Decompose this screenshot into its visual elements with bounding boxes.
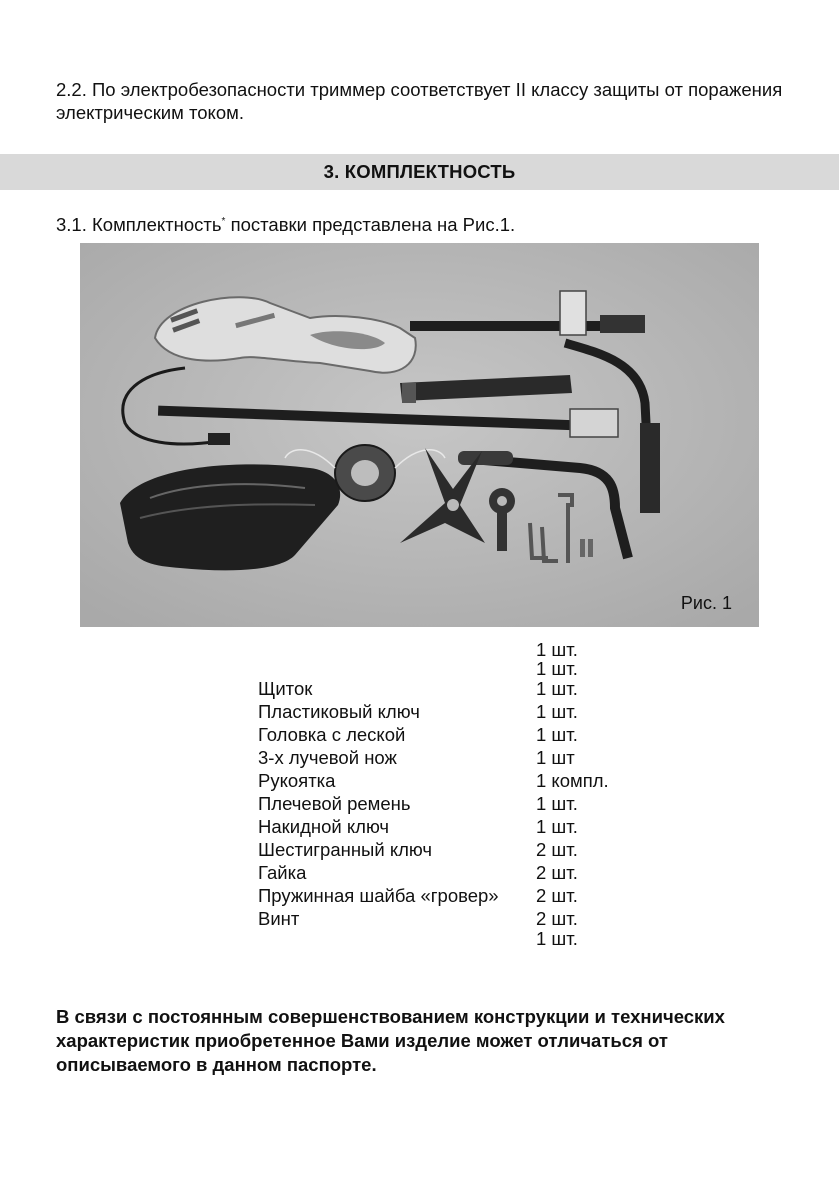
component-qty: 1 шт.	[536, 724, 578, 745]
list-item	[258, 884, 678, 907]
paragraph-3-1	[56, 210, 515, 236]
component-name: Шестигранный ключ	[258, 839, 433, 860]
notice-text: В связи с постоянным совершенствованием конструкции и технических характеристик приобретенное Вами изделие может отличаться от описываемого в данном паспорте.	[56, 1006, 725, 1075]
list-item	[258, 815, 678, 838]
component-qty: 1 шт.	[536, 928, 578, 949]
component-qty: 1 шт	[536, 747, 575, 768]
component-qty: 1 шт.	[536, 701, 578, 722]
component-name: Пружинная шайба «гровер»	[258, 885, 499, 906]
gear-head	[570, 409, 618, 437]
section-title: 3. КОМПЛЕКТНОСТЬ	[323, 161, 516, 182]
footnote-asterisk: *	[221, 216, 226, 227]
kit-photo	[80, 243, 759, 627]
list-item	[258, 927, 678, 950]
component-qty: 2 шт.	[536, 862, 578, 883]
plug	[208, 433, 230, 445]
component-name: Винт	[258, 908, 300, 929]
component-qty: 2 шт.	[536, 885, 578, 906]
shaft-clamp	[560, 291, 586, 335]
list-item	[258, 723, 678, 746]
section-header-bar	[0, 154, 839, 190]
list-item	[258, 769, 678, 792]
component-qty: 1 шт.	[536, 793, 578, 814]
component-qty: 1 шт.	[536, 639, 578, 660]
component-name: Пластиковый ключ	[258, 701, 420, 722]
component-name: Накидной ключ	[258, 816, 390, 837]
component-name: 3-х лучевой нож	[258, 747, 397, 768]
components-list	[258, 638, 678, 958]
list-item	[258, 792, 678, 815]
list-item	[258, 700, 678, 723]
component-name: Щиток	[258, 678, 313, 699]
paragraph-3-1-text-end: поставки представлена на Рис.1.	[225, 214, 516, 235]
component-name: Плечевой ремень	[258, 793, 411, 814]
component-name: Рукоятка	[258, 770, 336, 791]
component-name: Головка с леской	[258, 724, 406, 745]
figure-caption: Рис. 1	[680, 593, 732, 613]
component-qty: 1 шт.	[536, 816, 578, 837]
component-qty: 2 шт.	[536, 908, 578, 929]
component-qty: 1 компл.	[536, 770, 609, 791]
list-item	[258, 861, 678, 884]
screws	[580, 539, 585, 557]
paragraph-2-2: 2.2. По электробезопасности триммер соответствует II классу защиты от поражения электрическим током.	[56, 79, 783, 123]
component-name: Гайка	[258, 862, 307, 883]
component-qty: 2 шт.	[536, 839, 578, 860]
component-qty: 1 шт.	[536, 678, 578, 699]
component-qty: 1 шт.	[536, 658, 578, 679]
kit-photo-drawing	[80, 243, 759, 627]
list-item	[258, 838, 678, 861]
paragraph-3-1-text: 3.1. Комплектность	[56, 214, 222, 235]
list-item	[258, 746, 678, 769]
list-item	[258, 677, 678, 700]
